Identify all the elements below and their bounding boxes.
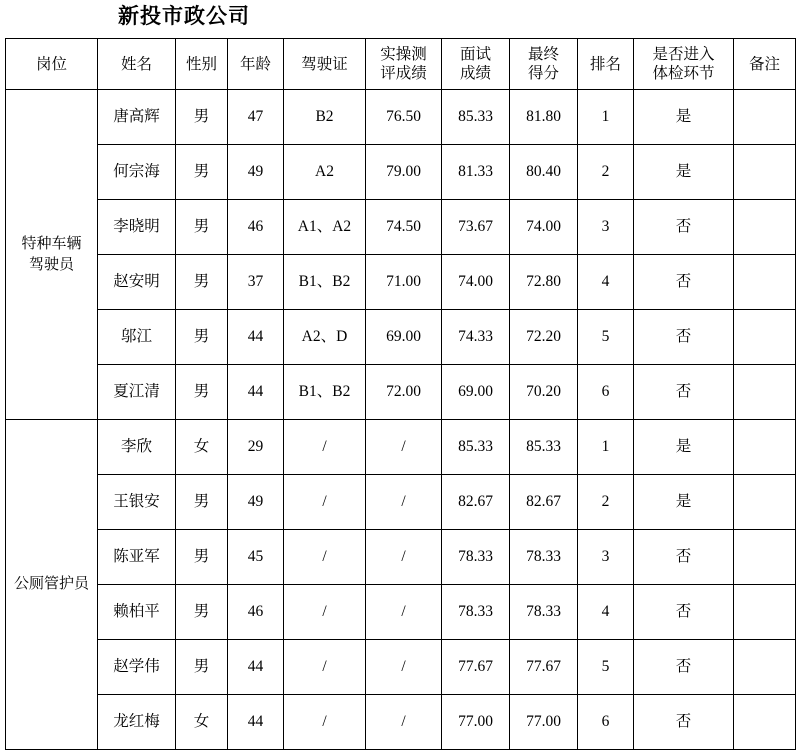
cell-rank: 3	[578, 200, 634, 255]
cell-practical: /	[366, 530, 442, 585]
cell-age: 44	[228, 365, 284, 420]
cell-note	[734, 200, 796, 255]
cell-interview: 82.67	[442, 475, 510, 530]
cell-final: 85.33	[510, 420, 578, 475]
table-row	[6, 420, 796, 475]
cell-rank: 2	[578, 475, 634, 530]
cell-practical: /	[366, 420, 442, 475]
cell-sex: 男	[176, 365, 228, 420]
cell-medical: 否	[634, 310, 734, 365]
cell-medical: 否	[634, 200, 734, 255]
header-practical-line2: 评成绩	[380, 65, 427, 82]
cell-final: 70.20	[510, 365, 578, 420]
cell-license: /	[284, 695, 366, 750]
header-interview-line2: 成绩	[459, 65, 491, 82]
cell-name: 赵学伟	[98, 640, 176, 695]
cell-rank: 6	[578, 695, 634, 750]
cell-name: 王银安	[98, 475, 176, 530]
cell-interview: 74.00	[442, 255, 510, 310]
cell-medical: 是	[634, 145, 734, 200]
cell-note	[734, 310, 796, 365]
cell-age: 47	[228, 90, 284, 145]
cell-age: 49	[228, 475, 284, 530]
header-medical-line1: 是否进入	[652, 46, 715, 63]
cell-interview: 69.00	[442, 365, 510, 420]
header-interview	[442, 39, 510, 90]
header-note: 备注	[734, 39, 796, 90]
cell-note	[734, 695, 796, 750]
cell-interview: 74.33	[442, 310, 510, 365]
cell-name: 赖柏平	[98, 585, 176, 640]
cell-age: 44	[228, 695, 284, 750]
cell-age: 45	[228, 530, 284, 585]
cell-practical: /	[366, 585, 442, 640]
header-row	[6, 39, 796, 90]
header-practical	[366, 39, 442, 90]
cell-age: 29	[228, 420, 284, 475]
cell-note	[734, 90, 796, 145]
cell-name: 龙红梅	[98, 695, 176, 750]
cell-final: 81.80	[510, 90, 578, 145]
cell-sex: 男	[176, 200, 228, 255]
cell-name: 唐高辉	[98, 90, 176, 145]
cell-interview: 77.67	[442, 640, 510, 695]
cell-sex: 女	[176, 420, 228, 475]
table-row	[6, 310, 796, 365]
cell-age: 44	[228, 640, 284, 695]
header-rank: 排名	[578, 39, 634, 90]
cell-medical: 否	[634, 640, 734, 695]
cell-medical: 是	[634, 420, 734, 475]
table-row	[6, 200, 796, 255]
cell-final: 77.00	[510, 695, 578, 750]
cell-license: /	[284, 420, 366, 475]
table-row	[6, 90, 796, 145]
cell-sex: 男	[176, 145, 228, 200]
cell-age: 37	[228, 255, 284, 310]
cell-practical: /	[366, 640, 442, 695]
cell-practical: /	[366, 475, 442, 530]
cell-sex: 男	[176, 255, 228, 310]
cell-name: 赵安明	[98, 255, 176, 310]
cell-final: 78.33	[510, 530, 578, 585]
cell-practical: 72.00	[366, 365, 442, 420]
cell-interview: 81.33	[442, 145, 510, 200]
cell-interview: 85.33	[442, 420, 510, 475]
cell-final: 72.80	[510, 255, 578, 310]
cell-practical: 76.50	[366, 90, 442, 145]
cell-name: 邬江	[98, 310, 176, 365]
header-final-line2: 得分	[527, 65, 559, 82]
header-practical-line1: 实操测	[380, 46, 427, 63]
header-final-line1: 最终	[527, 46, 559, 63]
cell-age: 46	[228, 585, 284, 640]
cell-interview: 73.67	[442, 200, 510, 255]
table-row	[6, 640, 796, 695]
cell-sex: 男	[176, 310, 228, 365]
table-row	[6, 475, 796, 530]
cell-rank: 6	[578, 365, 634, 420]
table-body	[6, 90, 796, 750]
group-label-line2: 驾驶员	[28, 256, 74, 273]
header-sex: 性别	[176, 39, 228, 90]
cell-practical: 74.50	[366, 200, 442, 255]
cell-sex: 男	[176, 530, 228, 585]
header-medical	[634, 39, 734, 90]
cell-sex: 男	[176, 585, 228, 640]
header-position: 岗位	[6, 39, 98, 90]
cell-note	[734, 365, 796, 420]
group-label-line1: 公厕管护员	[13, 576, 89, 592]
cell-license: B1、B2	[284, 365, 366, 420]
table-row	[6, 530, 796, 585]
table-row	[6, 255, 796, 310]
cell-note	[734, 145, 796, 200]
cell-medical: 否	[634, 365, 734, 420]
table-row	[6, 145, 796, 200]
header-license: 驾驶证	[284, 39, 366, 90]
cell-final: 77.67	[510, 640, 578, 695]
cell-note	[734, 640, 796, 695]
cell-rank: 4	[578, 585, 634, 640]
cell-name: 李晓明	[98, 200, 176, 255]
cell-final: 78.33	[510, 585, 578, 640]
cell-license: A2、D	[284, 310, 366, 365]
group-label-public-toilet-keeper	[6, 420, 98, 750]
cell-rank: 1	[578, 90, 634, 145]
cell-license: A2	[284, 145, 366, 200]
cell-medical: 否	[634, 585, 734, 640]
cell-interview: 85.33	[442, 90, 510, 145]
cell-medical: 否	[634, 255, 734, 310]
cell-age: 49	[228, 145, 284, 200]
cell-note	[734, 585, 796, 640]
cell-interview: 78.33	[442, 585, 510, 640]
cell-license: /	[284, 530, 366, 585]
cell-practical: /	[366, 695, 442, 750]
cell-final: 74.00	[510, 200, 578, 255]
cell-license: /	[284, 585, 366, 640]
cell-sex: 男	[176, 475, 228, 530]
results-table	[5, 38, 796, 750]
header-interview-line1: 面试	[459, 46, 491, 63]
cell-license: B1、B2	[284, 255, 366, 310]
cell-note	[734, 475, 796, 530]
cell-name: 李欣	[98, 420, 176, 475]
cell-interview: 77.00	[442, 695, 510, 750]
group-label-line1: 特种车辆	[21, 235, 82, 252]
header-name: 姓名	[98, 39, 176, 90]
cell-note	[734, 255, 796, 310]
cell-rank: 2	[578, 145, 634, 200]
cell-final: 80.40	[510, 145, 578, 200]
table-header	[6, 39, 796, 90]
cell-license: B2	[284, 90, 366, 145]
cell-age: 46	[228, 200, 284, 255]
cell-sex: 女	[176, 695, 228, 750]
cell-license: /	[284, 640, 366, 695]
cell-sex: 男	[176, 640, 228, 695]
page-title: 新投市政公司	[118, 5, 250, 28]
cell-license: /	[284, 475, 366, 530]
cell-interview: 78.33	[442, 530, 510, 585]
cell-rank: 1	[578, 420, 634, 475]
cell-note	[734, 420, 796, 475]
cell-name: 陈亚军	[98, 530, 176, 585]
cell-practical: 71.00	[366, 255, 442, 310]
cell-sex: 男	[176, 90, 228, 145]
table-row	[6, 695, 796, 750]
header-final	[510, 39, 578, 90]
cell-medical: 是	[634, 90, 734, 145]
group-label-special-vehicle-driver	[6, 90, 98, 420]
cell-rank: 5	[578, 640, 634, 695]
cell-final: 72.20	[510, 310, 578, 365]
cell-note	[734, 530, 796, 585]
header-age: 年龄	[228, 39, 284, 90]
cell-rank: 5	[578, 310, 634, 365]
cell-final: 82.67	[510, 475, 578, 530]
cell-license: A1、A2	[284, 200, 366, 255]
cell-medical: 否	[634, 530, 734, 585]
header-medical-line2: 体检环节	[652, 65, 715, 82]
cell-rank: 4	[578, 255, 634, 310]
cell-name: 何宗海	[98, 145, 176, 200]
cell-rank: 3	[578, 530, 634, 585]
table-row	[6, 365, 796, 420]
cell-medical: 否	[634, 695, 734, 750]
cell-age: 44	[228, 310, 284, 365]
cell-practical: 79.00	[366, 145, 442, 200]
cell-name: 夏江清	[98, 365, 176, 420]
cell-medical: 是	[634, 475, 734, 530]
table-row	[6, 585, 796, 640]
cell-practical: 69.00	[366, 310, 442, 365]
